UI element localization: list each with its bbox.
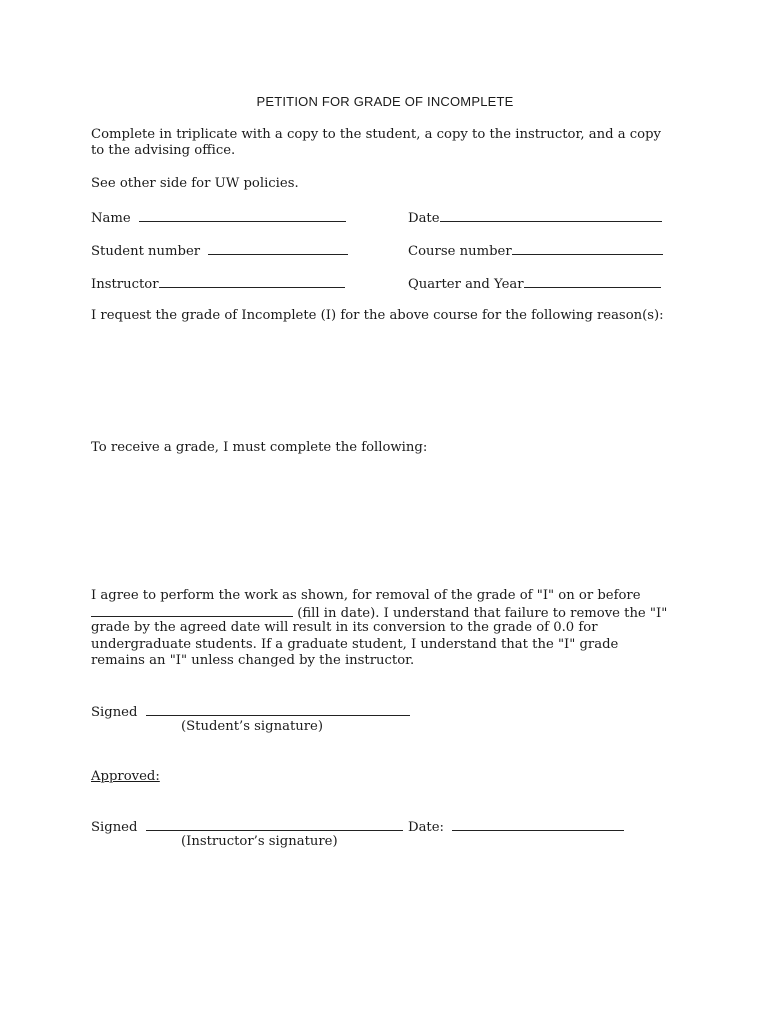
- instructor-signed-label: Signed: [91, 820, 138, 835]
- instructor-signature-line[interactable]: [146, 818, 403, 831]
- quarter-year-line[interactable]: [524, 275, 661, 288]
- intro-line-2: to the advising office.: [91, 143, 236, 158]
- agreement-line-2-text: (fill in date). I understand that failure to remove the "I": [293, 606, 668, 621]
- instructor-field[interactable]: [91, 275, 345, 293]
- instructor-label: Instructor: [91, 277, 159, 292]
- instructor-line[interactable]: [159, 275, 345, 288]
- name-field[interactable]: [91, 209, 346, 227]
- date-line[interactable]: [440, 209, 662, 222]
- agreement-line-4: undergraduate students. If a graduate student, I understand that the "I" grade: [91, 637, 619, 652]
- fill-date-line[interactable]: [91, 604, 293, 617]
- instructor-date-label: Date:: [408, 820, 444, 835]
- request-reason-prompt: I request the grade of Incomplete (I) for the above course for the following reason(s):: [91, 308, 664, 323]
- quarter-year-label: Quarter and Year: [408, 277, 524, 292]
- student-signature-line[interactable]: [146, 703, 410, 716]
- date-label: Date: [408, 211, 440, 226]
- agreement-line-5: remains an "I" unless changed by the instructor.: [91, 653, 415, 668]
- student-number-field[interactable]: [91, 242, 348, 260]
- agreement-line-1: I agree to perform the work as shown, for removal of the grade of "I" on or before: [91, 588, 641, 603]
- completion-prompt: To receive a grade, I must complete the following:: [91, 440, 428, 455]
- course-number-label: Course number: [408, 244, 512, 259]
- policy-note: See other side for UW policies.: [91, 176, 299, 191]
- instructor-date-line[interactable]: [452, 818, 624, 831]
- student-number-line[interactable]: [208, 242, 348, 255]
- course-number-field[interactable]: [408, 242, 663, 260]
- date-field[interactable]: [408, 209, 662, 227]
- instructor-date-field[interactable]: [408, 818, 624, 836]
- student-number-label: Student number: [91, 244, 201, 259]
- intro-line-1: Complete in triplicate with a copy to the student, a copy to the instructor, and a copy: [91, 127, 661, 142]
- course-number-line[interactable]: [512, 242, 663, 255]
- student-signed-label: Signed: [91, 705, 138, 720]
- page-title: PETITION FOR GRADE OF INCOMPLETE: [256, 94, 514, 109]
- name-label: Name: [91, 211, 131, 226]
- instructor-signature-caption: (Instructor’s signature): [181, 834, 338, 849]
- name-line[interactable]: [139, 209, 346, 222]
- approved-heading: Approved:: [91, 769, 160, 784]
- student-signature-caption: (Student’s signature): [181, 719, 323, 734]
- quarter-year-field[interactable]: [408, 275, 661, 293]
- agreement-line-3: grade by the agreed date will result in its conversion to the grade of 0.0 for: [91, 620, 598, 635]
